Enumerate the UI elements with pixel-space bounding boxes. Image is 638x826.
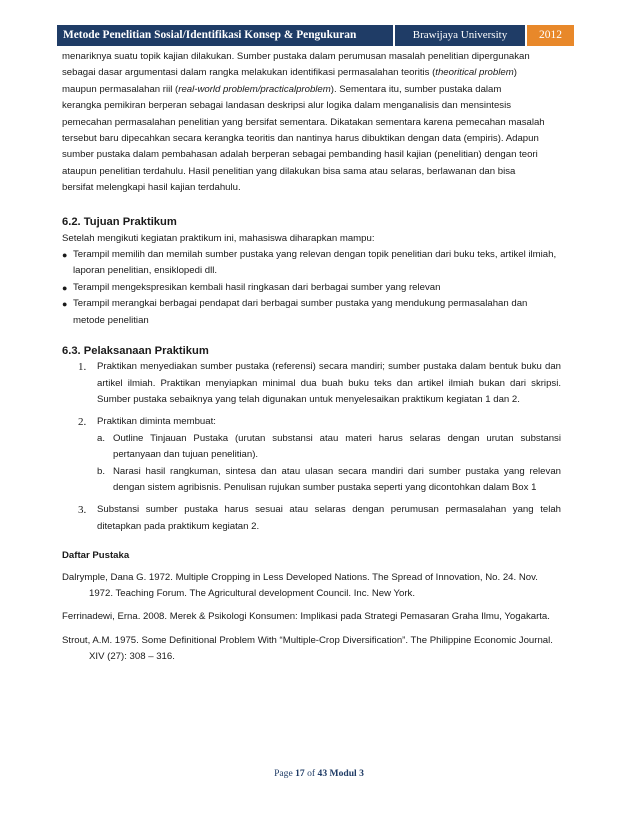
footer-total-pages: 43 (317, 768, 328, 779)
page-header (57, 25, 574, 46)
intro-line: sumber pustaka dalam pembahasan adalah berperan sebagai pembanding hasil kajian (penelitian) dengan teori (62, 149, 538, 161)
intro-line: sebagai dasar argumentasi dalam rangka melakukan identifikasi permasalahan teoritis (theoritical problem) (62, 67, 517, 79)
footer-page-label: Page (274, 768, 293, 779)
header-year: 2012 (525, 25, 574, 46)
section-heading-tujuan: 6.2. Tujuan Praktikum (62, 215, 177, 228)
list-item: a. Outline Tinjauan Pustaka (urutan substansi atau materi harus selaras dengan urutan substansi pertanyaan dan tujuan penelitian). (97, 432, 561, 461)
list-item: 2. Praktikan diminta membuat: (78, 416, 216, 429)
intro-line: menariknya suatu topik kajian dilakukan. Sumber pustaka dalam perumusan masalah penelitian dipergunakan (62, 51, 530, 62)
list-item: ● Terampil mengekspresikan kembali hasil ringkasan dari berbagai sumber yang relevan (62, 280, 561, 296)
intro-line: ataupun penelitian terdahulu. Hasil penelitian yang dilakukan bisa sama atau selaras, berlawanan dan bisa (62, 165, 516, 177)
intro-line: maupun permasalahan riil (real-world problem/practicalproblem). Sementara itu, sumber pustaka dalam (62, 83, 502, 95)
intro-line: kerangka pemikiran berperan sebagai landasan deskripsi alur logika dalam menganalisis dan mensintesis (62, 100, 512, 112)
page-content (62, 49, 561, 666)
list-item: ● Terampil memilih dan memilah sumber pustaka yang relevan dengan topik penelitian dari buku teks, artikel ilmiah, laporan penelitian, ensiklopedi dll. (62, 247, 561, 280)
header-title: Metode Penelitian Sosial/Identifikasi Konsep & Pengukuran (57, 25, 393, 46)
daftar-pustaka-heading: Daftar Pustaka (62, 550, 130, 562)
bullet-icon: ● (62, 282, 68, 293)
header-university: Brawijaya University (393, 25, 525, 46)
list-item: 3. Substansi sumber pustaka harus sesuai atau selaras dengan perumusan permasalahan yang telah ditetapkan pada praktikum kegiatan 2. (78, 504, 561, 532)
tujuan-intro: Setelah mengikuti kegiatan praktikum ini, mahasiswa diharapkan mampu: (62, 232, 375, 244)
intro-line: tersebut baru dipecahkan secara kerangka teoritis dan nantinya harus dibuktikan dengan data (empiris). Adapun (62, 133, 539, 145)
reference-item: Dalrymple, Dana G. 1972. Multiple Cropping in Less Developed Nations. The Spread of Innovation, No. 24. Nov. 1972. Teaching Forum. The Agricultural development Council. Inc. New York. (62, 571, 538, 599)
bullet-icon: ● (62, 250, 68, 261)
footer-of-label: of (307, 768, 316, 779)
reference-item: Strout, A.M. 1975. Some Definitional Problem With “Multiple-Crop Diversification”. The Philippine Economic Journal. XIV (27): 308 – 316. (62, 634, 553, 663)
page-footer (0, 768, 638, 779)
footer-page-number: 17 (295, 768, 305, 779)
intro-line: bersifat melengkapi hasil kajian terdahulu. (62, 182, 241, 194)
intro-paragraph (62, 49, 561, 197)
list-item: ● Terampil merangkai berbagai pendapat dari berbagai sumber pustaka yang mendukung permasalahan dan metode penelitian (62, 296, 561, 329)
bullet-icon: ● (62, 299, 68, 310)
intro-line: pemecahan permasalahan penelitian yang bersifat sementara. Dikatakan sementara karena pemecahan masalah (62, 116, 545, 128)
section-heading-pelaksanaan: 6.3. Pelaksanaan Praktikum (62, 345, 209, 358)
footer-module: Modul 3 (329, 768, 364, 779)
list-item: b. Narasi hasil rangkuman, sintesa dan atau ulasan secara mandiri dari sumber pustaka yang relevan dengan sistem agribisnis. Penulisan rujukan sumber pustaka seperti yang dicontohkan dalam Box 1 (97, 465, 561, 493)
list-item: 1. Praktikan menyediakan sumber pustaka (referensi) secara mandiri; sumber pustaka dalam bentuk buku dan artikel ilmiah. Praktikan menyiapkan minimal dua buah buku teks dan artikel ilmiah bukan dari skripsi. Sumber pustaka sebaiknya yang telah digunakan untuk menyelesaikan praktikum kegiatan 1 dan 2. (78, 361, 561, 405)
reference-item: Ferrinadewi, Erna. 2008. Merek & Psikologi Konsumen: Implikasi pada Strategi Pemasaran Graha Ilmu, Yogakarta. (62, 611, 550, 623)
